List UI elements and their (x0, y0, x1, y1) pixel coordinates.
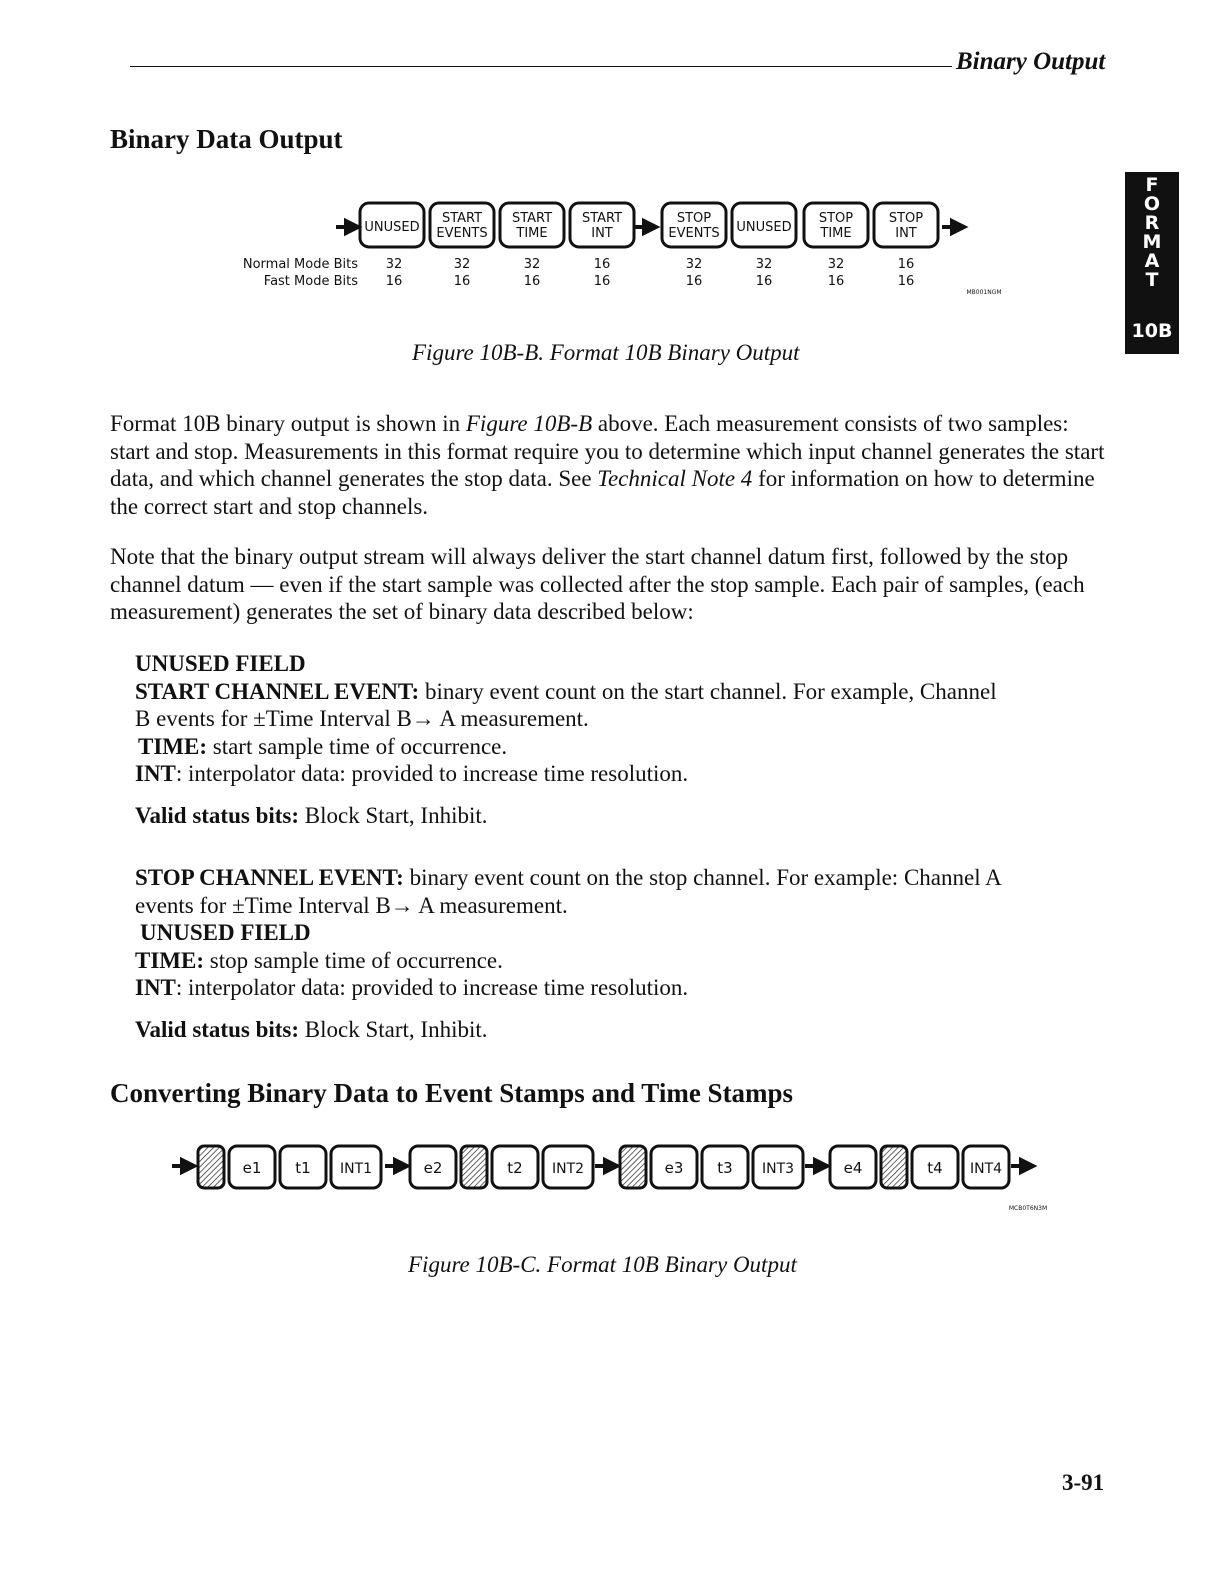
field-label: UNUSED (736, 220, 792, 235)
field-label: STOP (818, 211, 854, 226)
field-label: STOP (888, 211, 924, 226)
section-heading-binary-data-output: Binary Data Output (110, 124, 343, 154)
cell-label: INT4 (969, 1161, 1003, 1177)
normal-bits-value: 32 (385, 257, 403, 272)
field-term: TIME: (138, 733, 207, 759)
stamp-cell (229, 1146, 275, 1188)
side-tab-letters (1125, 176, 1179, 290)
field-description: binary event count on the start channel. For example, Channel (419, 678, 997, 704)
technical-note-reference: Technical Note 4 (597, 466, 753, 491)
side-tab-letter: O (1143, 193, 1161, 215)
field-description-continued: events for ±Time Interval B→ A measurement. (135, 892, 568, 918)
field-label: INT (895, 226, 917, 241)
field-label: TIME (820, 226, 852, 241)
normal-bits-value: 16 (593, 257, 611, 272)
field-term: Valid status bits: (135, 1016, 300, 1042)
normal-bits-value: 32 (685, 257, 703, 272)
unused-hatched-cell (461, 1146, 487, 1188)
field-label: INT (591, 226, 613, 241)
para-text: Note that the binary output stream will always deliver the start channel datum first, followed by the stop channel datum — even if the start sample was collected after the stop sample. Each pair of samples, (each measurement) generates the set of binary data described below: (110, 544, 1085, 624)
field-term: STOP CHANNEL EVENT: (135, 865, 404, 890)
stamp-cell (753, 1146, 803, 1188)
field-box-start-time (500, 203, 564, 247)
cell-label: INT2 (551, 1161, 585, 1177)
stamp-cell (702, 1146, 748, 1188)
side-tab-letter: M (1142, 231, 1162, 253)
page-number: 3-91 (1062, 1470, 1105, 1495)
field-description: stop sample time of occurrence. (204, 947, 503, 973)
field-stop-channel-event (135, 864, 1115, 892)
valid-status-bits (135, 802, 1115, 830)
field-box-stop-events (662, 203, 726, 247)
normal-bits-value: 32 (827, 257, 845, 272)
field-int (135, 974, 1115, 1002)
cell-label: t2 (507, 1159, 523, 1177)
field-box-stop-int (874, 203, 938, 247)
field-description: Block Start, Inhibit. (299, 1016, 488, 1042)
stamp-cell (912, 1146, 958, 1188)
arrow-icon (385, 1160, 407, 1172)
field-description: : interpolator data: provided to increase time resolution. (175, 975, 689, 1000)
side-tab-letter: A (1144, 250, 1160, 272)
field-box-stop-time (804, 203, 868, 247)
stop-channel-fields (135, 864, 1115, 1043)
field-label: TIME (516, 226, 548, 241)
unused-hatched-cell (620, 1146, 646, 1188)
arrow-icon (805, 1160, 827, 1172)
header-rule (130, 66, 952, 67)
stamp-cell (331, 1146, 381, 1188)
cell-label: e3 (664, 1159, 684, 1177)
stamp-cell (492, 1146, 538, 1188)
figure-code: MB001NGM (966, 289, 1002, 296)
field-box-start-int (570, 203, 634, 247)
para-text: above. Each measurement consists of two samples: start and stop. Measurements in this format require you to determine which input channel generates the start data, and which channel generates the stop data. See (110, 411, 1105, 491)
field-label: START (511, 211, 553, 226)
field-box-unused (732, 203, 796, 247)
field-label: START (581, 211, 623, 226)
arrow-icon (942, 221, 964, 233)
cell-label: e1 (242, 1159, 262, 1177)
stamp-cell (651, 1146, 697, 1188)
field-box-unused (360, 203, 424, 247)
stamp-cell (543, 1146, 593, 1188)
field-time (135, 733, 1115, 761)
paragraph-format-description (110, 410, 1110, 520)
arrow-icon (634, 221, 656, 233)
normal-bits-value: 32 (755, 257, 773, 272)
figure-code: MCB0T6N3M (1008, 1205, 1048, 1212)
cell-label: INT1 (339, 1161, 373, 1177)
figure-10b-b-diagram (210, 190, 1030, 300)
fast-bits-value: 16 (897, 274, 915, 289)
field-term: START CHANNEL EVENT: (135, 678, 420, 704)
stamp-cell (830, 1146, 876, 1188)
cell-label: t4 (927, 1159, 943, 1177)
fast-bits-value: 16 (755, 274, 773, 289)
para-text: for information on how to determine the correct start and stop channels. (110, 466, 1095, 519)
field-term: TIME: (135, 947, 204, 973)
figure-reference: Figure 10B-B (465, 411, 593, 436)
field-label: EVENTS (668, 226, 720, 241)
side-tab-letter: T (1145, 269, 1159, 291)
stamp-cell (410, 1146, 456, 1188)
stamp-cell (280, 1146, 326, 1188)
format-side-tab (1125, 172, 1179, 354)
cell-label: t3 (717, 1159, 733, 1177)
field-start-channel-event (135, 678, 1115, 706)
field-label: EVENTS (436, 226, 488, 241)
normal-bits-value: 16 (897, 257, 915, 272)
side-tab-letter: R (1144, 212, 1160, 234)
figure-caption-10b-c: Figure 10B-C. Format 10B Binary Output (408, 1252, 797, 1277)
figure-caption-10b-b: Figure 10B-B. Format 10B Binary Output (412, 340, 800, 365)
valid-status-bits (135, 1016, 1115, 1044)
arrow-icon (172, 1160, 194, 1172)
field-description: : interpolator data: provided to increase time resolution. (175, 761, 689, 786)
paragraph-output-stream-note (110, 543, 1110, 626)
field-unused: UNUSED FIELD (140, 920, 311, 945)
para-text: Format 10B binary output is shown in (110, 411, 466, 436)
field-label: UNUSED (364, 220, 420, 235)
cell-label: INT3 (761, 1161, 795, 1177)
field-label: STOP (676, 211, 712, 226)
field-description-continued: B events for ±Time Interval B→ A measurement. (135, 706, 589, 731)
field-description: start sample time of occurrence. (207, 733, 508, 759)
field-time (135, 947, 1115, 975)
unused-hatched-cell (198, 1146, 224, 1188)
section-heading-converting: Converting Binary Data to Event Stamps and Time Stamps (110, 1078, 794, 1108)
field-term: Valid status bits: (135, 802, 300, 828)
normal-mode-label: Normal Mode Bits (242, 257, 358, 272)
field-unused: UNUSED FIELD (135, 651, 306, 676)
cell-label: e2 (423, 1159, 443, 1177)
field-description: Block Start, Inhibit. (299, 802, 488, 828)
field-box-start-events (430, 203, 494, 247)
figure-10b-c-diagram (168, 1136, 1048, 1216)
normal-bits-value: 32 (453, 257, 471, 272)
field-description: binary event count on the stop channel. For example: Channel A (403, 865, 1002, 890)
cell-label: e4 (843, 1159, 863, 1177)
fast-mode-label: Fast Mode Bits (263, 274, 358, 289)
unused-hatched-cell (881, 1146, 907, 1188)
start-channel-fields (135, 650, 1115, 829)
field-term: INT (135, 761, 176, 786)
field-int (135, 760, 1115, 788)
side-tab-letter: F (1145, 174, 1159, 196)
fast-bits-value: 16 (453, 274, 471, 289)
field-term: INT (135, 975, 176, 1000)
arrow-icon (336, 221, 358, 233)
normal-bits-value: 32 (523, 257, 541, 272)
cell-label: t1 (295, 1159, 311, 1177)
arrow-icon (595, 1160, 617, 1172)
field-label: START (441, 211, 483, 226)
arrow-icon (1011, 1160, 1033, 1172)
running-header-title: Binary Output (956, 48, 1106, 75)
stamp-cell (963, 1146, 1009, 1188)
fast-bits-value: 16 (685, 274, 703, 289)
fast-bits-value: 16 (385, 274, 403, 289)
fast-bits-value: 16 (523, 274, 541, 289)
fast-bits-value: 16 (593, 274, 611, 289)
fast-bits-value: 16 (827, 274, 845, 289)
side-tab-label: 10B (1131, 320, 1173, 342)
